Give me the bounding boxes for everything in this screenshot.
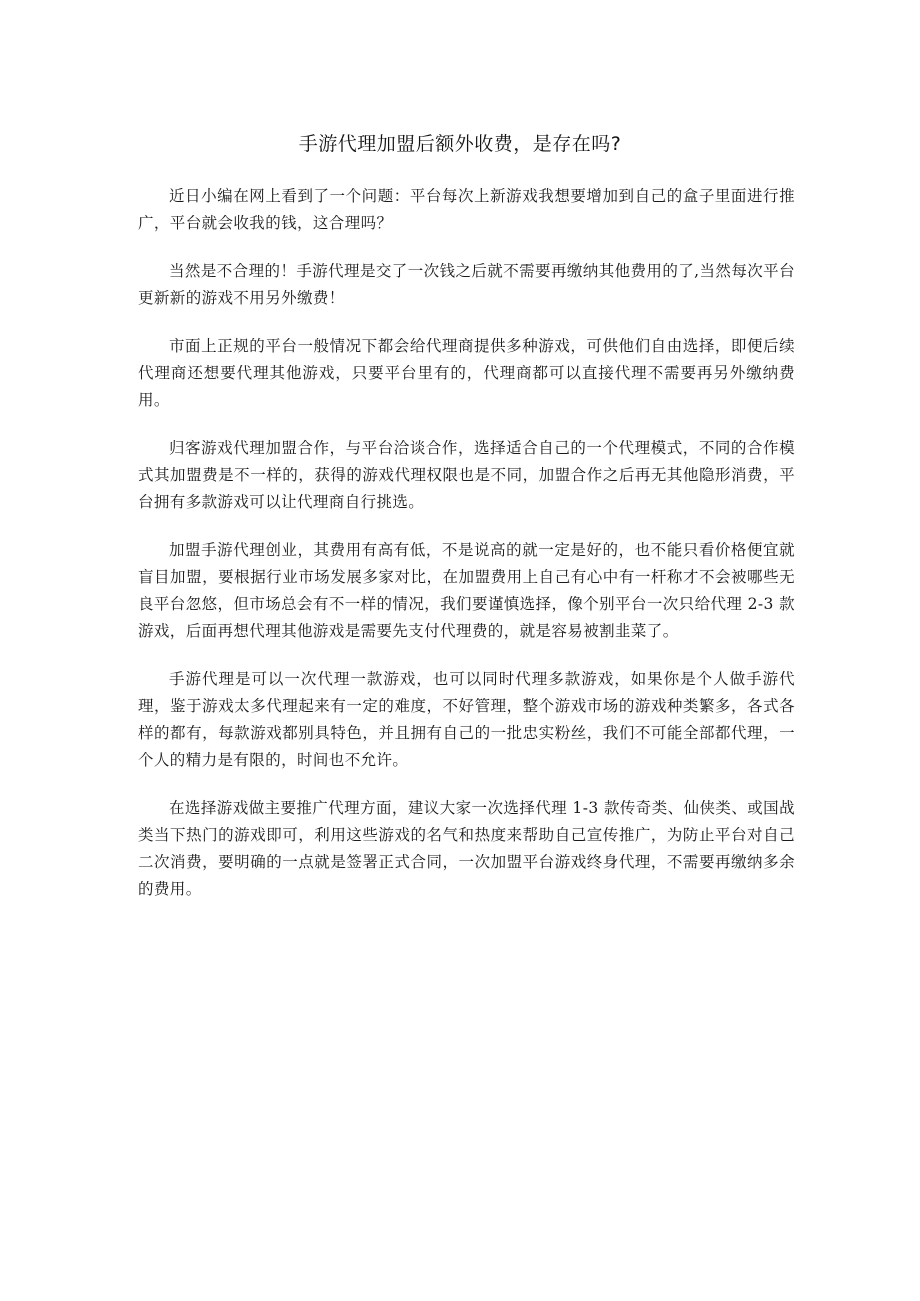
document-body <box>138 183 795 924</box>
paragraph: 近日小编在网上看到了一个问题：平台每次上新游戏我想要增加到自己的盒子里面进行推广，平台就会收我的钱，这合理吗？ <box>138 187 795 232</box>
paragraph: 在选择游戏做主要推广代理方面，建议大家一次选择代理 1-3 款传奇类、仙侠类、或国战类当下热门的游戏即可，利用这些游戏的名气和热度来帮助自己宣传推广，为防止平台对自己二次消费，要明确的一点就是签署正式合同，一次加盟平台游戏终身代理，不需要再缴纳多余的费用。 <box>138 799 795 898</box>
paragraph: 归客游戏代理加盟合作，与平台洽谈合作，选择适合自己的一个代理模式，不同的合作模式其加盟费是不一样的，获得的游戏代理权限也是不同，加盟合作之后再无其他隐形消费，平台拥有多款游戏可以让代理商自行挑选。 <box>138 439 795 511</box>
paragraph: 市面上正规的平台一般情况下都会给代理商提供多种游戏，可供他们自由选择，即便后续代理商还想要代理其他游戏，只要平台里有的，代理商都可以直接代理不需要再另外缴纳费用。 <box>138 337 795 409</box>
paragraph: 当然是不合理的！手游代理是交了一次钱之后就不需要再缴纳其他费用的了,当然每次平台更新新的游戏不用另外缴费！ <box>138 262 795 307</box>
paragraph: 手游代理是可以一次代理一款游戏，也可以同时代理多款游戏，如果你是个人做手游代理，鉴于游戏太多代理起来有一定的难度，不好管理，整个游戏市场的游戏种类繁多，各式各样的都有，每款游戏都别具特色，并且拥有自己的一批忠实粉丝，我们不可能全部都代理，一个人的精力是有限的，时间也不允许。 <box>138 670 795 769</box>
document-title: 手游代理加盟后额外收费，是存在吗? <box>298 133 622 155</box>
paragraph: 加盟手游代理创业，其费用有高有低，不是说高的就一定是好的，也不能只看价格便宜就盲目加盟，要根据行业市场发展多家对比，在加盟费用上自己有心中有一杆称才不会被哪些无良平台忽悠，但市场总会有不一样的情况，我们要谨慎选择，像个别平台一次只给代理 2-3 款游戏，后面再想代理其他游戏是需要先支付代理费的，就是容易被割韭菜了。 <box>138 541 795 640</box>
